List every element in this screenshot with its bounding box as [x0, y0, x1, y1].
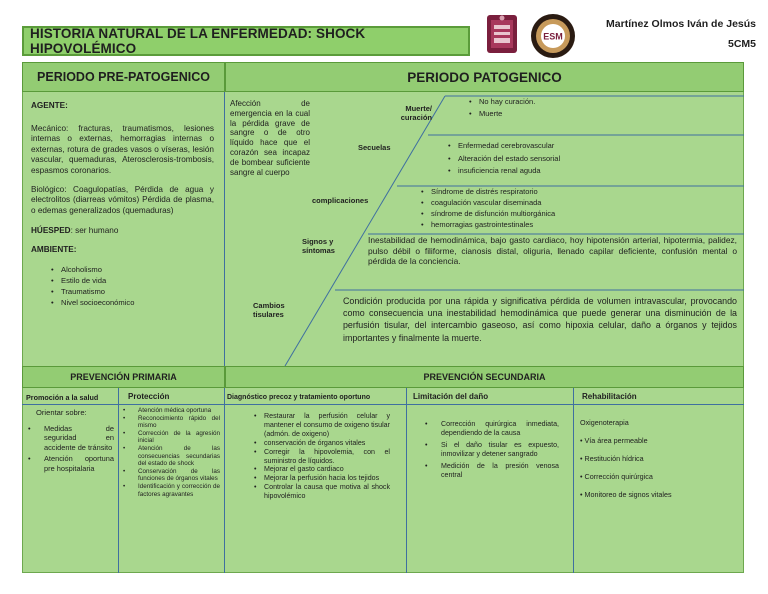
promocion-content	[26, 408, 114, 473]
list-item: • Atención oportuna pre hospitalaria	[26, 454, 114, 473]
ipn-logo-icon	[486, 13, 518, 55]
horizonte-clinico-text: Afección de emergencia en la cual la pérdida grave de sangre o de otro líquido hace que el corazón sea incapaz de bombear suficiente sangre al cuerpo	[230, 99, 310, 177]
list-item: • Atención médica oportuna	[121, 407, 220, 415]
rehabilitacion-content	[580, 418, 740, 499]
group-code: 5CM5	[727, 38, 756, 50]
rehabilitacion-intro: Oxigenoterapia	[580, 418, 629, 427]
list-item: • Conservación de las funciones de órganos vitales	[121, 468, 220, 483]
list-item: • Restaurar la perfusión celular y mantener el consumo de oxigeno tisular (admón. de oxigeno)	[252, 412, 390, 439]
agente-mecanico: Mecánico: fracturas, traumatismos, lesiones internas o externas, hemorragias internas o externas, rotura de grades vasos o víseras, lesión vascular, quemaduras, Aterosclerosis-trombosis, espasmos coronarios.	[31, 123, 214, 175]
patogenico-heading: PERIODO PATOGENICO	[225, 62, 744, 92]
list-item: • Corrección quirúrgica inmediata, dependiendo de la causa	[423, 420, 559, 439]
list-item: • Reconocimiento rápido del mismo	[121, 415, 220, 430]
list-item: • hemorragias gastrointestinales	[419, 219, 729, 230]
list-item: • Vía área permeable	[580, 436, 648, 445]
diagnostico-heading: Diagnóstico precoz y tratamiento oportuno	[227, 394, 371, 401]
complicaciones-list	[419, 186, 729, 230]
list-item: • Restitución hídrica	[580, 454, 644, 463]
list-item: • Corrección de la agresión inicial	[121, 430, 220, 445]
cambios-label: Cambios tisulares	[253, 301, 285, 319]
list-item: • Medición de la presión venosa central	[423, 462, 559, 481]
list-item: • síndrome de disfunción multiorgánica	[419, 208, 729, 219]
muerte-label: Muerte/ curación	[400, 104, 432, 122]
list-item: • Identificación y corrección de factores agravantes	[121, 483, 220, 498]
list-item: • Si el daño tisular es expuesto, inmovilizar y detener sangrado	[423, 441, 559, 460]
signos-label: Signos y síntomas	[302, 237, 335, 255]
list-item: • Medidas de seguridad en accidente de tránsito	[26, 424, 114, 453]
list-item: • Muerte	[467, 108, 737, 120]
list-item: • Traumatismo	[49, 286, 214, 297]
secuelas-list	[446, 140, 736, 178]
title-box	[22, 26, 470, 56]
list-item: • Estilo de vida	[49, 275, 214, 286]
column-divider	[573, 388, 574, 573]
promocion-intro: Orientar sobre:	[36, 408, 87, 417]
column-divider	[118, 388, 119, 573]
list-item: • Atención de las consecuencias secundarias del estado de shock	[121, 445, 220, 468]
prepatogenico-heading: PERIODO PRE-PATOGENICO	[22, 62, 225, 92]
proteccion-list	[121, 407, 220, 498]
author-name: Martínez Olmos Iván de Jesús	[606, 18, 756, 30]
cambios-text: Condición producida por una rápida y significativa pérdida de volumen intravascular, provocando como consecuencia una inestabilidad hemodinámica que puede generar una disminución de la perfusión tisular, del intercambio gaseoso, así como hipoxia celular, daño a órganos y tejidos importantes y finalmente la muerte.	[343, 296, 737, 343]
esm-logo-text: ESM	[543, 31, 563, 42]
agente-biologico: Biológico: Coagulopatías, Pérdida de agua y electrolitos (diarreas vómitos) Pérdida de plasma, o edemas generalizados (quemaduras)	[31, 184, 214, 215]
esm-logo-icon	[528, 12, 578, 60]
proteccion-heading: Protección	[128, 392, 170, 401]
list-item: • Síndrome de distrés respiratorio	[419, 186, 729, 197]
agente-label: AGENTE:	[31, 101, 68, 110]
list-item: • coagulación vascular diseminada	[419, 197, 729, 208]
prevencion-secundaria-heading: PREVENCIÓN SECUNDARIA	[225, 366, 744, 388]
list-item: • Nivel socioeconómico	[49, 297, 214, 308]
prepatogenico-content	[31, 101, 214, 308]
list-item: • Controlar la causa que motiva al shock hipovolémico	[252, 483, 390, 501]
muerte-list	[467, 96, 737, 120]
list-item: • Enfermedad cerebrovascular	[446, 140, 736, 153]
list-item: • insuficiencia renal aguda	[446, 165, 736, 178]
list-item: • Alteración del estado sensorial	[446, 153, 736, 166]
diagnostico-list	[252, 412, 390, 501]
list-item: • Corregir la hipovolemia, con el suministro de líquidos.	[252, 448, 390, 466]
ambiente-label: AMBIENTE:	[31, 244, 77, 254]
page-title: HISTORIA NATURAL DE LA ENFERMEDAD: SHOCK HIPOVOLÉMICO	[30, 26, 366, 56]
list-item: • Mejorar la perfusión hacia los tejidos	[252, 474, 390, 483]
limitacion-list	[423, 420, 559, 480]
list-item: • No hay curación.	[467, 96, 737, 108]
huesped-label: HÚESPED	[31, 226, 71, 236]
secuelas-label: Secuelas	[358, 143, 391, 152]
complicaciones-label: complicaciones	[312, 196, 369, 205]
list-item: • Corrección quirúrgica	[580, 472, 653, 481]
signos-text: Inestabilidad de hemodinámica, bajo gasto cardiaco, hoy hipotensión arterial, hipotermia, palidez, pulso débil o filiforme, cianosis distal, oliguria, llenado capilar deficiente, confusión mental o pérdida de la conciencia.	[368, 235, 737, 267]
prevencion-primaria-heading: PREVENCIÓN PRIMARIA	[22, 366, 225, 388]
column-divider	[224, 388, 225, 573]
list-item: • conservación de órganos vitales	[252, 439, 390, 448]
column-divider	[406, 388, 407, 573]
huesped-line	[31, 226, 214, 237]
ambiente-list	[31, 264, 214, 308]
list-item: • Alcoholismo	[49, 264, 214, 275]
list-item: • Monitoreo de signos vitales	[580, 490, 672, 499]
promocion-list	[26, 424, 114, 474]
huesped-value: : ser humano	[70, 226, 119, 236]
list-item: • Mejorar el gasto cardiaco	[252, 465, 390, 474]
rehabilitacion-heading: Rehabilitación	[582, 392, 637, 401]
promocion-heading: Promoción a la salud	[26, 393, 99, 402]
limitacion-heading: Limitación del daño	[413, 392, 489, 401]
